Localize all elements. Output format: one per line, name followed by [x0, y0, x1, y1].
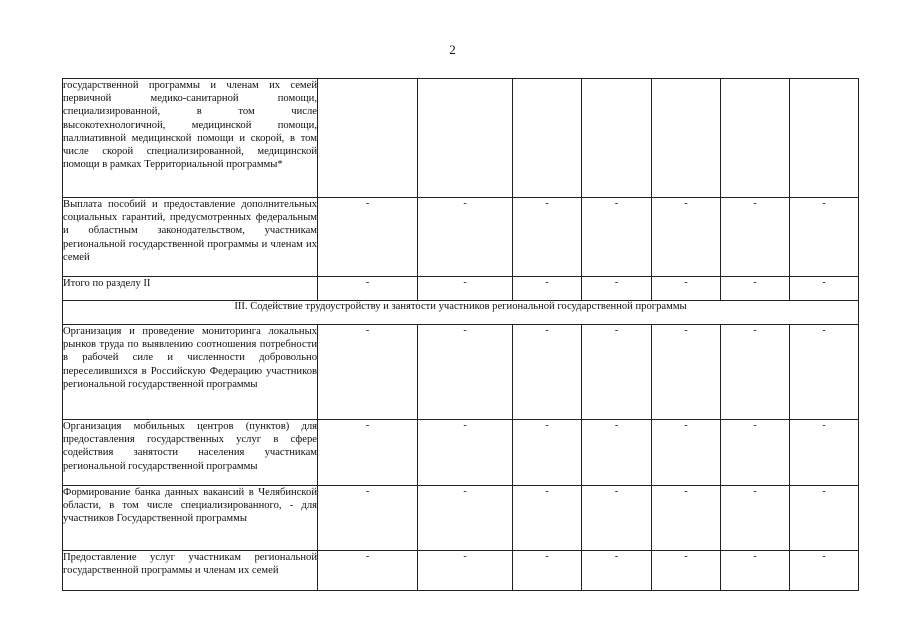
value-cell: - [418, 325, 513, 420]
row-description: Организация мобильных центров (пунктов) для предоставления государственных услуг в сфере содействия занятости населения участникам региональной государственной программы [63, 420, 318, 486]
value-cell: - [790, 551, 859, 591]
value-cell: - [582, 486, 652, 551]
value-cell [652, 79, 721, 198]
value-cell: - [582, 198, 652, 277]
value-cell: - [582, 277, 652, 301]
row-description: Итого по разделу II [63, 277, 318, 301]
table-row [63, 325, 859, 420]
value-cell: - [721, 486, 790, 551]
section-title: III. Содействие трудоустройству и занятости участников региональной государственной программы [63, 301, 859, 325]
value-cell: - [721, 325, 790, 420]
value-cell: - [418, 277, 513, 301]
value-cell: - [721, 198, 790, 277]
row-description: Организация и проведение мониторинга локальных рынков труда по выявлению соотношения потребности в рабочей силе и численности добровольно переселившихся в Российскую Федерацию участников региональной государственной программы [63, 325, 318, 420]
table-row [63, 551, 859, 591]
value-cell [790, 79, 859, 198]
value-cell: - [652, 277, 721, 301]
value-cell: - [418, 486, 513, 551]
page-number: 2 [449, 42, 456, 57]
row-description: Выплата пособий и предоставление дополнительных социальных гарантий, предусмотренных федеральным и областным законодательством, участникам региональной государственной программы и членам их семей [63, 198, 318, 277]
program-table [62, 78, 859, 591]
value-cell: - [513, 486, 582, 551]
row-description: Формирование банка данных вакансий в Челябинской области, в том числе специализированного, - для участников Государственной программы [63, 486, 318, 551]
value-cell: - [652, 486, 721, 551]
value-cell: - [318, 551, 418, 591]
value-cell: - [652, 420, 721, 486]
value-cell: - [790, 198, 859, 277]
value-cell: - [513, 551, 582, 591]
value-cell: - [652, 551, 721, 591]
table-row [63, 277, 859, 301]
value-cell [721, 79, 790, 198]
table-row [63, 198, 859, 277]
section-header-row [63, 301, 859, 325]
value-cell: - [582, 420, 652, 486]
value-cell: - [418, 198, 513, 277]
value-cell: - [790, 486, 859, 551]
value-cell: - [513, 277, 582, 301]
value-cell: - [790, 420, 859, 486]
value-cell [418, 79, 513, 198]
value-cell: - [418, 420, 513, 486]
value-cell [318, 79, 418, 198]
value-cell: - [721, 420, 790, 486]
value-cell: - [790, 325, 859, 420]
value-cell: - [318, 198, 418, 277]
row-description: Предоставление услуг участникам региональной государственной программы и членам их семей [63, 551, 318, 591]
value-cell [582, 79, 652, 198]
value-cell: - [582, 551, 652, 591]
value-cell: - [513, 420, 582, 486]
table-row [63, 79, 859, 198]
row-description: государственной программы и членам их семей первичной медико-санитарной помощи, специализированной, в том числе высокотехнологичной, медицинской помощи, паллиативной медицинской помощи и скорой, в том числе скорой специализированной, медицинской помощи в рамках Территориальной программы* [63, 79, 318, 198]
value-cell: - [318, 325, 418, 420]
value-cell: - [721, 277, 790, 301]
value-cell: - [513, 198, 582, 277]
value-cell: - [582, 325, 652, 420]
value-cell: - [513, 325, 582, 420]
value-cell: - [652, 198, 721, 277]
value-cell: - [721, 551, 790, 591]
table-row [63, 420, 859, 486]
value-cell: - [318, 277, 418, 301]
table-row [63, 486, 859, 551]
value-cell: - [318, 420, 418, 486]
value-cell: - [652, 325, 721, 420]
value-cell [513, 79, 582, 198]
value-cell: - [418, 551, 513, 591]
value-cell: - [318, 486, 418, 551]
value-cell: - [790, 277, 859, 301]
